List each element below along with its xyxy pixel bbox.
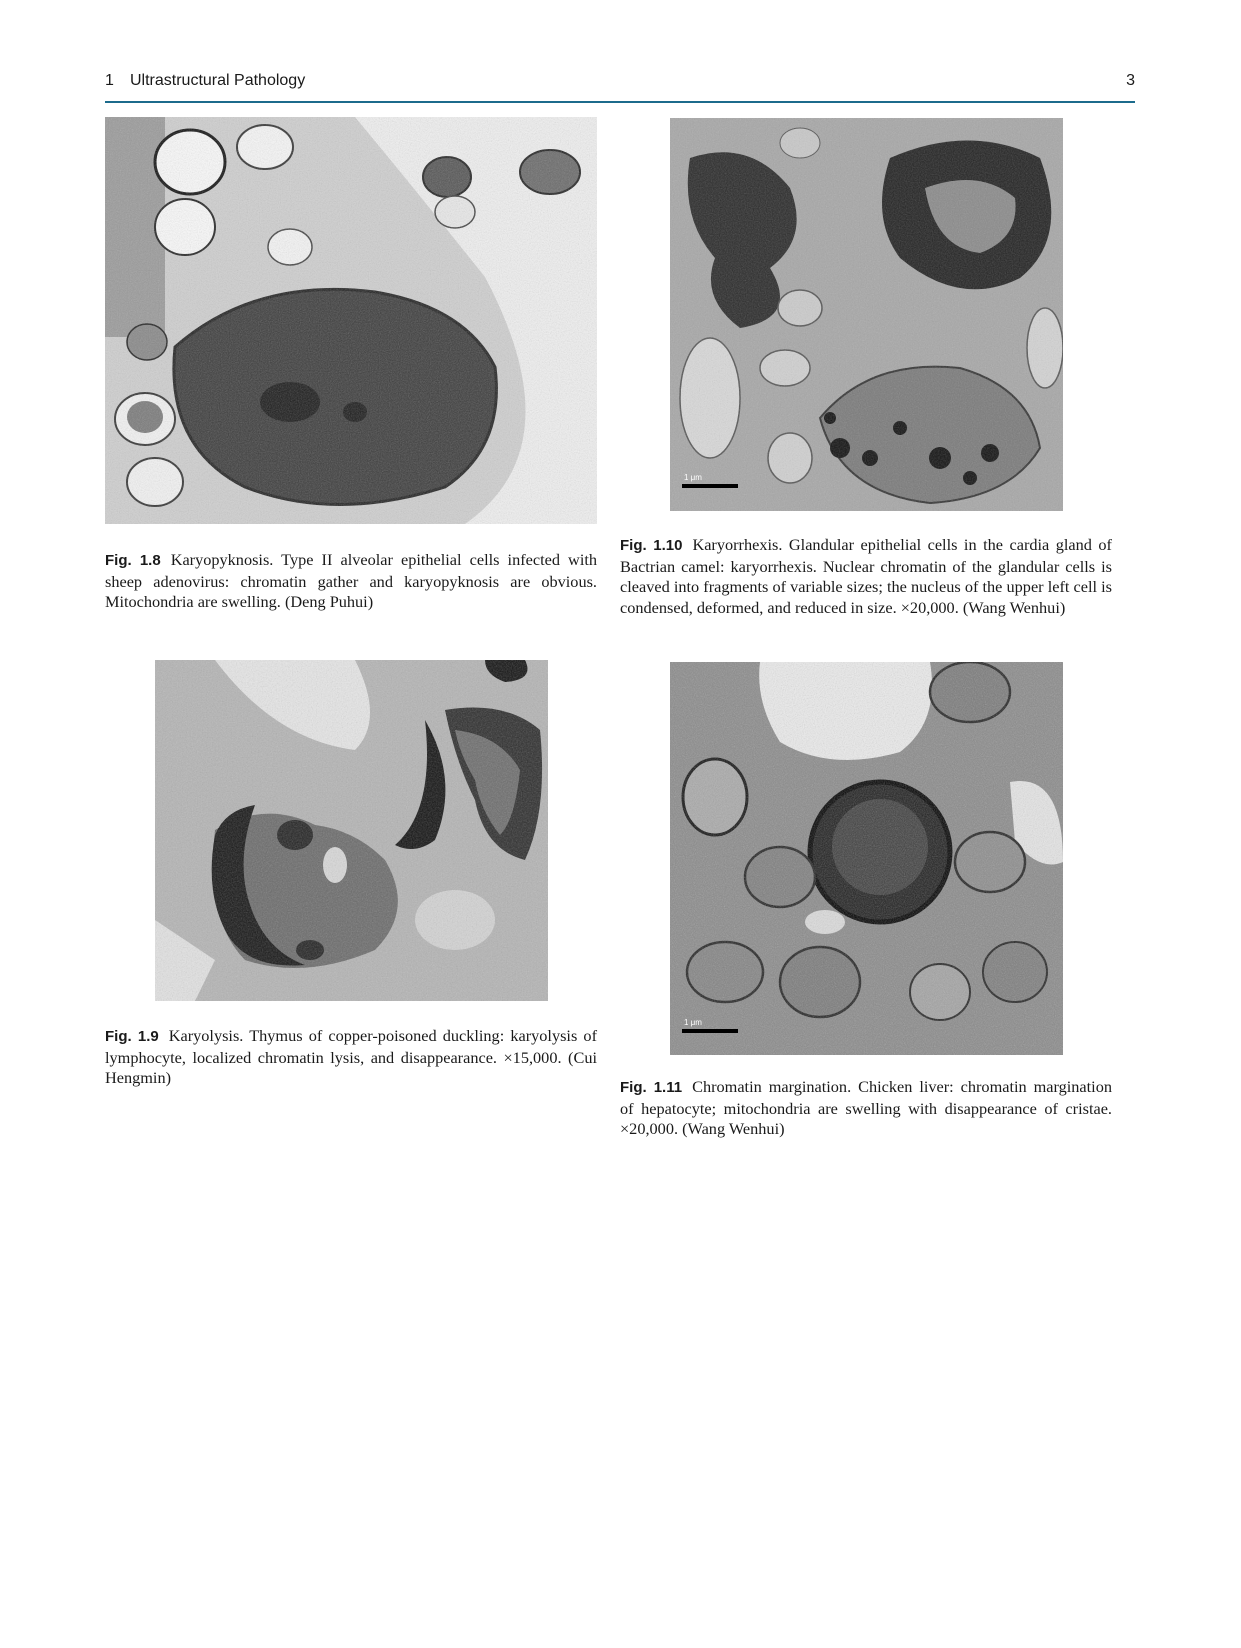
- figure-1-8-caption: [105, 550, 597, 613]
- scale-bar-label: 1 μm: [684, 473, 702, 482]
- page-number: 3: [1126, 72, 1135, 89]
- figure-label: Fig. 1.10: [620, 537, 683, 554]
- figure-1-9-caption: [105, 1026, 597, 1089]
- scale-bar: [682, 1029, 738, 1033]
- figure-1-8-micrograph: [105, 117, 597, 524]
- header-rule: [105, 101, 1135, 103]
- figure-1-10-caption: [620, 535, 1112, 618]
- figure-label: Fig. 1.8: [105, 552, 161, 569]
- figure-label: Fig. 1.11: [620, 1079, 683, 1096]
- chapter-number: 1: [105, 72, 114, 89]
- figure-1-11-caption: [620, 1077, 1112, 1140]
- caption-text: Karyopyknosis. Type II alveolar epithelial cells infected with sheep adenovirus: chromatin gather and karyopyknosis are obvious. Mitochondria are swelling. (Deng Puhui): [105, 550, 598, 611]
- caption-text: Karyorrhexis. Glandular epithelial cells in the cardia gland of Bactrian camel: karyorrhexis. Nuclear chromatin of the glandular cells is cleaved into fragments of variable sizes; the nucleus of the upper left cell is condensed, deformed, and reduced in size. ×20,000. (Wang Wenhui): [620, 535, 1112, 617]
- chapter-title: Ultrastructural Pathology: [130, 72, 306, 89]
- scale-bar-label: 1 μm: [684, 1018, 702, 1027]
- figure-label: Fig. 1.9: [105, 1028, 159, 1045]
- caption-text: Karyolysis. Thymus of copper-poisoned duckling: karyolysis of lymphocyte, localized chromatin lysis, and disappearance. ×15,000. (Cui Hengmin): [105, 1026, 597, 1087]
- figure-1-11-micrograph: [670, 662, 1063, 1055]
- figure-1-10-micrograph: [670, 118, 1063, 511]
- scale-bar: [682, 484, 738, 488]
- figure-1-9-micrograph: [155, 660, 548, 1001]
- caption-text: Chromatin margination. Chicken liver: chromatin margination of hepatocyte; mitochondria are swelling with disappearance of cristae. ×20,000. (Wang Wenhui): [620, 1077, 1112, 1138]
- running-header: [105, 72, 1135, 100]
